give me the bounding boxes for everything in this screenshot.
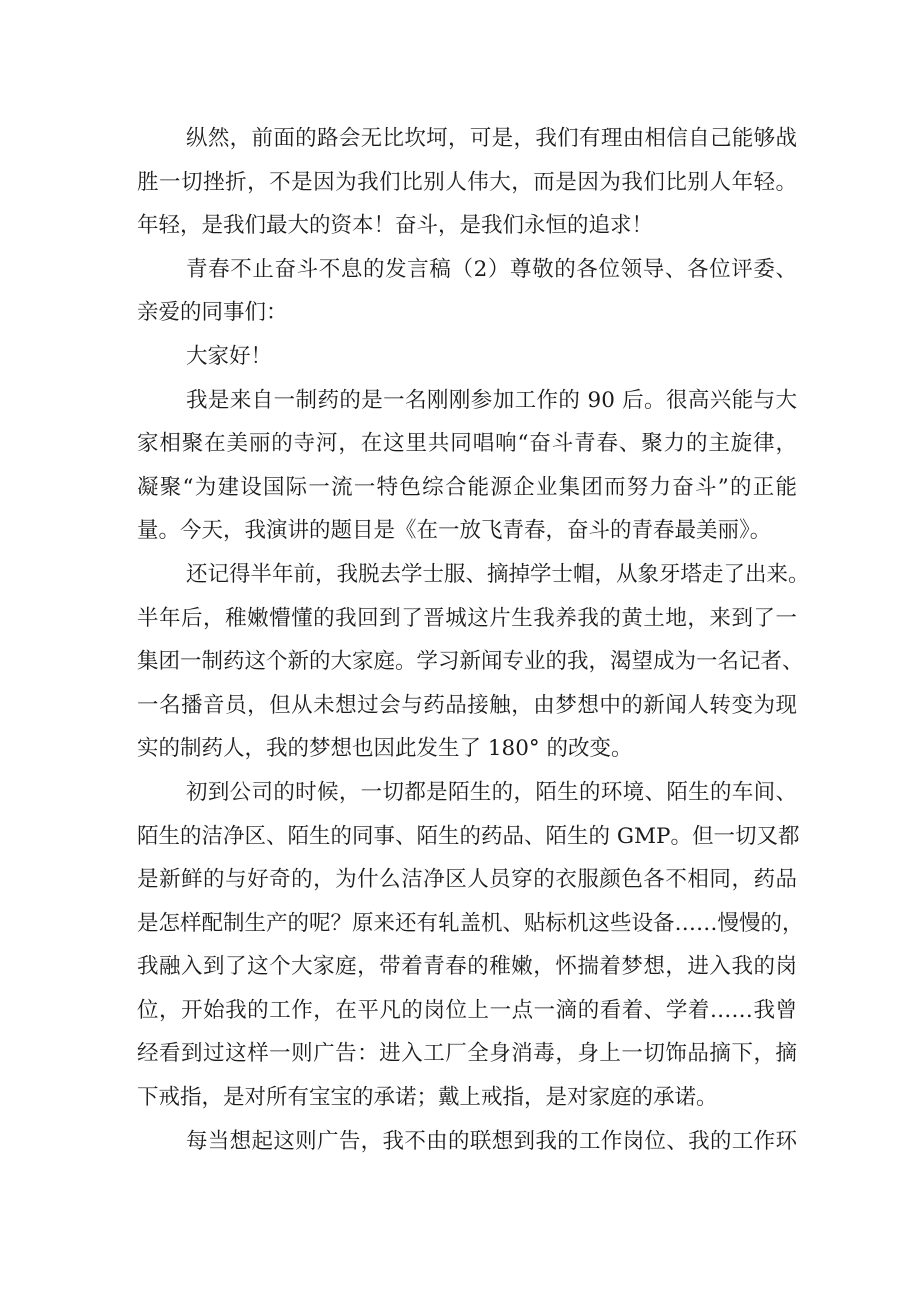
- text-line: 一名播音员，但从未想过会与药品接触，由梦想中的新闻人转变为现: [137, 692, 797, 718]
- text-line: 每当想起这则广告，我不由的联想到我的工作岗位、我的工作环: [186, 1128, 797, 1154]
- paragraph: [137, 248, 797, 335]
- document-body: [137, 117, 810, 1163]
- text-line: 凝聚“为建设国际一流一特色综合能源企业集团而努力奋斗”的正能: [137, 474, 797, 500]
- text-line: 是新鲜的与好奇的，为什么洁净区人员穿的衣服颜色各不相同，药品: [137, 867, 797, 893]
- text-line: 胜一切挫折，不是因为我们比别人伟大，而是因为我们比别人年轻。: [137, 169, 797, 195]
- text-line: 青春不止奋斗不息的发言稿（2）尊敬的各位领导、各位评委、: [186, 256, 797, 282]
- text-line: 纵然，前面的路会无比坎坷，可是，我们有理由相信自己能够战: [186, 126, 797, 151]
- text-line: 是怎样配制生产的呢？原来还有轧盖机、贴标机这些设备……慢慢的，: [137, 910, 804, 936]
- text-line: 半年后，稚嫩懵懂的我回到了晋城这片生我养我的黄土地，来到了一: [137, 605, 797, 631]
- text-line: 下戒指，是对所有宝宝的承诺；戴上戒指，是对家庭的承诺。: [137, 1085, 718, 1111]
- text-line: 年轻，是我们最大的资本！奋斗，是我们永恒的追求！: [137, 213, 654, 239]
- text-line: 大家好！: [186, 343, 273, 369]
- text-line: 位，开始我的工作，在平凡的岗位上一点一滴的看着、学着……我曾: [137, 997, 797, 1023]
- paragraph: [137, 553, 810, 771]
- text-line: 集团一制药这个新的大家庭。学习新闻专业的我，渴望成为一名记者、: [137, 649, 804, 675]
- text-line: 量。今天，我演讲的题目是《在一放飞青春，奋斗的青春最美丽》。: [137, 518, 772, 544]
- text-line: 我是来自一制药的是一名刚刚参加工作的 90 后。很高兴能与大: [186, 387, 797, 413]
- paragraph: [137, 1120, 797, 1164]
- paragraph: [137, 117, 797, 248]
- text-line: 初到公司的时候，一切都是陌生的，陌生的环境、陌生的车间、: [186, 779, 797, 805]
- text-line: 我融入到了这个大家庭，带着青春的稚嫩，怀揣着梦想，进入我的岗: [137, 954, 797, 980]
- text-line: 实的制药人，我的梦想也因此发生了 180° 的改变。: [137, 736, 633, 762]
- paragraph: [137, 771, 804, 1120]
- paragraph: [137, 335, 797, 379]
- text-line: 亲爱的同事们：: [137, 300, 288, 326]
- text-line: 陌生的洁净区、陌生的同事、陌生的药品、陌生的 GMP。但一切又都: [137, 823, 800, 849]
- text-line: 经看到过这样一则广告：进入工厂全身消毒，身上一切饰品摘下，摘: [137, 1041, 797, 1067]
- paragraph: [137, 379, 797, 553]
- text-line: 家相聚在美丽的寺河，在这里共同唱响“奋斗青春、聚力的主旋律，: [137, 431, 797, 457]
- text-line: 还记得半年前，我脱去学士服、摘掉学士帽，从象牙塔走了出来。: [186, 561, 810, 587]
